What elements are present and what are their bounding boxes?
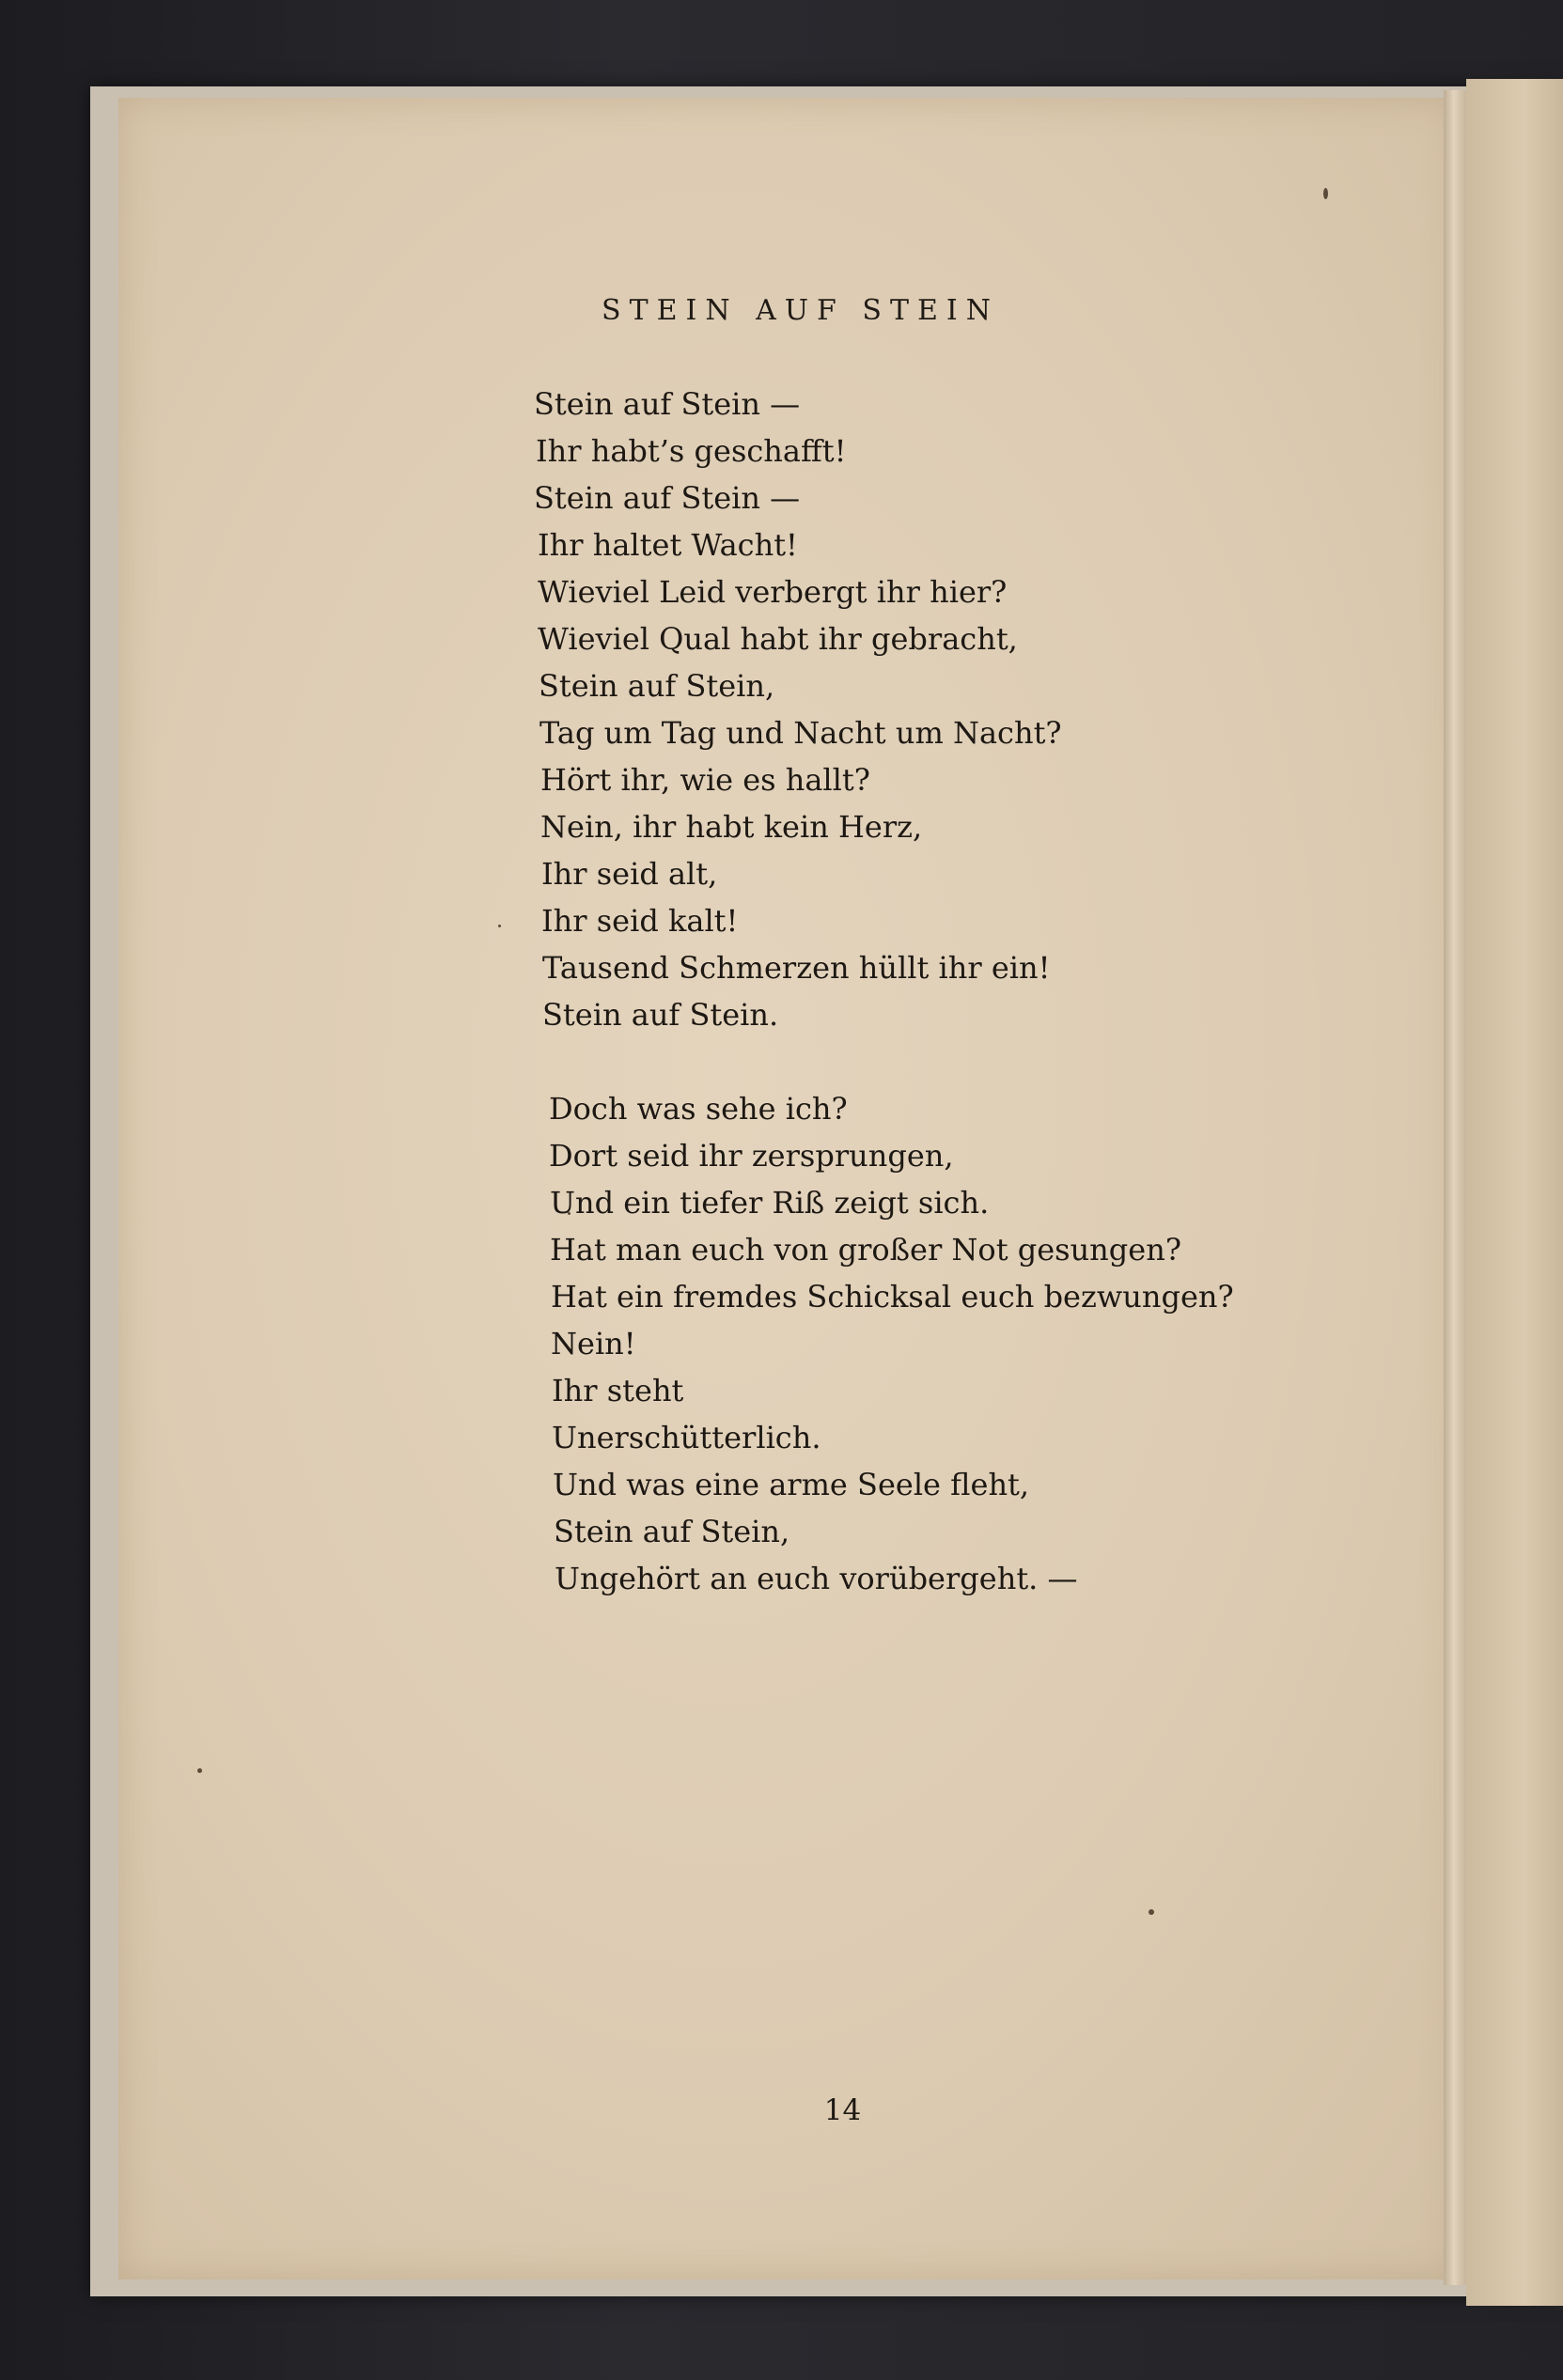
- poem-line: Tausend Schmerzen hüllt ihr ein!: [542, 950, 1051, 986]
- poem-line: Wieviel Qual habt ihr gebracht,: [538, 621, 1018, 657]
- poem-line: Nein!: [551, 1326, 636, 1361]
- paper-speck: [1323, 188, 1328, 199]
- poem-line: Hat ein fremdes Schicksal euch bezwungen?: [551, 1279, 1234, 1314]
- poem-line: Ungehört an euch vorübergeht. —: [555, 1561, 1078, 1596]
- stanza-break: [534, 1038, 1234, 1085]
- poem-line: Doch was sehe ich?: [549, 1091, 848, 1127]
- poem-line: Stein auf Stein.: [542, 997, 779, 1033]
- page-number: 14: [823, 2093, 862, 2127]
- poem-line: Hat man euch von großer Not gesungen?: [550, 1232, 1181, 1268]
- poem-line: Stein auf Stein,: [539, 668, 775, 704]
- poem-line: Ihr steht: [552, 1373, 684, 1408]
- paper-speck: [1149, 1909, 1154, 1915]
- poem-line: Und was eine arme Seele fleht,: [553, 1467, 1030, 1502]
- poem: [534, 381, 1234, 1602]
- poem-line: Stein auf Stein,: [554, 1514, 790, 1549]
- poem-line: Wieviel Leid verbergt ihr hier?: [538, 574, 1008, 610]
- page-gutter: [1444, 90, 1466, 2285]
- poem-line: Dort seid ihr zersprungen,: [549, 1138, 954, 1174]
- poem-line: Ihr haltet Wacht!: [538, 527, 798, 563]
- poem-line: Und ein tiefer Riß zeigt sich.: [550, 1185, 990, 1221]
- poem-line: Nein, ihr habt kein Herz,: [540, 809, 923, 845]
- facing-page-edge: [1466, 79, 1563, 2306]
- poem-line: Stein auf Stein —: [534, 386, 801, 422]
- poem-line: Ihr seid alt,: [541, 856, 718, 892]
- paper-speck: [197, 1768, 202, 1773]
- page-title: STEIN AUF STEIN: [602, 294, 999, 327]
- poem-line: Tag um Tag und Nacht um Nacht?: [539, 715, 1062, 751]
- poem-line: Ihr seid kalt!: [541, 903, 739, 939]
- poem-line: Hört ihr, wie es hallt?: [540, 762, 870, 798]
- paper-speck: [498, 925, 501, 927]
- poem-line: Unerschütterlich.: [552, 1420, 821, 1455]
- poem-line: Stein auf Stein —: [534, 480, 801, 516]
- poem-line: Ihr habt’s geschafft!: [536, 433, 847, 469]
